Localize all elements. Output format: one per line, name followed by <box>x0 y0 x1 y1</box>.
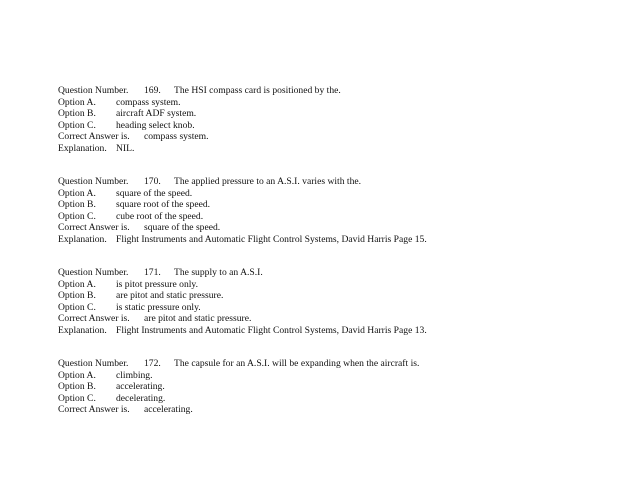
correct-answer-label: Correct Answer is. <box>58 131 130 142</box>
option-b-label: Option B. <box>58 381 96 392</box>
question-text: The capsule for an A.S.I. will be expanding when the aircraft is. <box>174 358 420 369</box>
correct-answer-text: compass system. <box>144 131 209 142</box>
question-line <box>58 176 618 188</box>
question-number-label: Question Number. <box>58 176 129 187</box>
question-block <box>58 267 618 336</box>
option-b-text: are pitot and static pressure. <box>116 290 224 301</box>
option-a-label: Option A. <box>58 187 96 199</box>
option-a-label: Option A. <box>58 369 96 381</box>
correct-answer-line <box>58 404 618 416</box>
option-b-text: square root of the speed. <box>116 199 211 210</box>
option-a-text: climbing. <box>116 369 153 381</box>
question-block <box>58 176 618 245</box>
question-number: 169. <box>144 85 161 96</box>
option-a-label: Option A. <box>58 96 96 108</box>
correct-answer-text: are pitot and static pressure. <box>144 313 252 324</box>
option-b-line <box>58 199 618 211</box>
question-text: The HSI compass card is positioned by the. <box>174 85 341 96</box>
explanation-label: Explanation. <box>58 142 107 154</box>
correct-answer-line <box>58 313 618 325</box>
correct-answer-label: Correct Answer is. <box>58 313 130 324</box>
option-c-text: decelerating. <box>116 392 166 404</box>
option-c-line <box>58 302 618 314</box>
option-a-text: is pitot pressure only. <box>116 278 198 290</box>
question-number-label: Question Number. <box>58 358 129 369</box>
option-c-text: heading select knob. <box>116 119 195 131</box>
option-a-text: compass system. <box>116 96 181 108</box>
option-b-line <box>58 290 618 302</box>
option-b-label: Option B. <box>58 199 96 210</box>
explanation-text: Flight Instruments and Automatic Flight Control Systems, David Harris Page 13. <box>116 324 427 336</box>
option-a-line <box>58 370 618 382</box>
explanation-line <box>58 143 618 155</box>
option-a-line <box>58 188 618 200</box>
option-b-line <box>58 108 618 120</box>
question-text: The applied pressure to an A.S.I. varies with the. <box>174 176 362 187</box>
option-c-label: Option C. <box>58 210 96 222</box>
option-b-label: Option B. <box>58 290 96 301</box>
correct-answer-label: Correct Answer is. <box>58 404 130 415</box>
option-c-label: Option C. <box>58 119 96 131</box>
correct-answer-label: Correct Answer is. <box>58 222 130 233</box>
question-block <box>58 85 618 154</box>
option-c-label: Option C. <box>58 392 96 404</box>
question-number: 171. <box>144 267 161 278</box>
option-b-label: Option B. <box>58 108 96 119</box>
question-line <box>58 267 618 279</box>
option-c-line <box>58 211 618 223</box>
option-c-text: cube root of the speed. <box>116 210 204 222</box>
option-c-line <box>58 120 618 132</box>
question-number-label: Question Number. <box>58 85 129 96</box>
correct-answer-text: square of the speed. <box>144 222 221 233</box>
question-text: The supply to an A.S.I. <box>174 267 263 278</box>
option-a-line <box>58 97 618 109</box>
option-a-label: Option A. <box>58 278 96 290</box>
explanation-text: Flight Instruments and Automatic Flight Control Systems, David Harris Page 15. <box>116 233 427 245</box>
question-block <box>58 358 618 416</box>
explanation-text: NIL. <box>116 142 135 154</box>
question-number-label: Question Number. <box>58 267 129 278</box>
explanation-label: Explanation. <box>58 324 107 336</box>
question-line <box>58 358 618 370</box>
option-b-text: aircraft ADF system. <box>116 108 197 119</box>
option-b-line <box>58 381 618 393</box>
question-number: 172. <box>144 358 161 369</box>
correct-answer-line <box>58 131 618 143</box>
option-c-text: is static pressure only. <box>116 301 201 313</box>
explanation-label: Explanation. <box>58 233 107 245</box>
question-number: 170. <box>144 176 161 187</box>
option-c-line <box>58 393 618 405</box>
option-a-line <box>58 279 618 291</box>
question-line <box>58 85 618 97</box>
correct-answer-line <box>58 222 618 234</box>
correct-answer-text: accelerating. <box>144 404 193 415</box>
option-c-label: Option C. <box>58 301 96 313</box>
explanation-line <box>58 325 618 337</box>
option-b-text: accelerating. <box>116 381 165 392</box>
explanation-line <box>58 234 618 246</box>
option-a-text: square of the speed. <box>116 187 193 199</box>
